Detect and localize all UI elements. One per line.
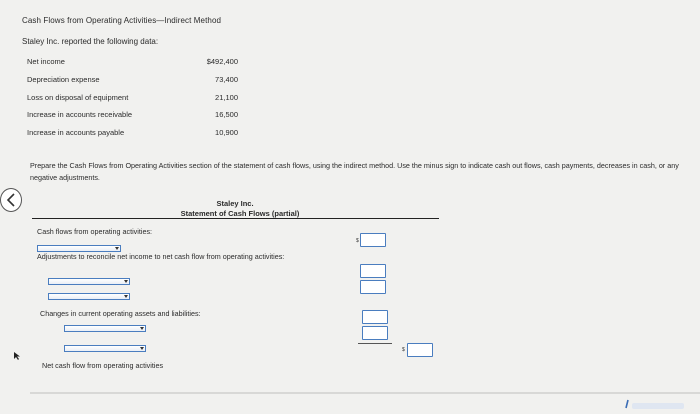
chevron-down-icon xyxy=(140,327,144,330)
adjustments-label: Adjustments to reconcile net income to net cash flow from operating activities: xyxy=(37,252,285,261)
adjustment-1-amount-input[interactable] xyxy=(360,264,386,278)
given-value-loss-disposal: 21,100 xyxy=(215,93,238,102)
adjustment-item-1-dropdown[interactable] xyxy=(48,278,130,285)
net-cash-flow-amount-input[interactable] xyxy=(407,343,433,357)
problem-title: Cash Flows from Operating Activities—Indirect Method xyxy=(22,16,222,25)
dollar-sign: $ xyxy=(356,238,359,244)
given-label-depreciation: Depreciation expense xyxy=(27,75,100,84)
given-value-net-income: $492,400 xyxy=(206,57,238,66)
changes-label: Changes in current operating assets and liabilities: xyxy=(40,309,201,318)
given-value-depreciation: 73,400 xyxy=(215,75,238,84)
net-income-amount-input[interactable] xyxy=(360,233,386,247)
chevron-down-icon xyxy=(115,247,119,250)
chevron-down-icon xyxy=(124,295,128,298)
given-label-loss-disposal: Loss on disposal of equipment xyxy=(27,93,129,102)
given-label-net-income: Net income xyxy=(27,57,65,66)
given-label-increase-ap: Increase in accounts payable xyxy=(27,128,125,137)
change-item-1-dropdown[interactable] xyxy=(64,325,146,332)
given-value-increase-ap: 10,900 xyxy=(215,128,238,137)
statement-company: Staley Inc. xyxy=(216,199,254,208)
change-item-2-dropdown[interactable] xyxy=(64,345,146,352)
chevron-down-icon xyxy=(124,280,128,283)
subtotal-rule xyxy=(358,343,392,344)
given-value-increase-ar: 16,500 xyxy=(215,110,238,119)
statement-header-rule xyxy=(32,218,439,219)
next-button-partial[interactable] xyxy=(620,396,690,408)
adjustment-2-amount-input[interactable] xyxy=(360,280,386,294)
change-1-amount-input[interactable] xyxy=(362,310,388,324)
mouse-pointer xyxy=(13,348,21,366)
net-dollar-sign: $ xyxy=(402,347,405,353)
page-bottom-rule xyxy=(30,392,700,394)
operating-activities-label: Cash flows from operating activities: xyxy=(37,227,153,236)
problem-intro: Staley Inc. reported the following data: xyxy=(22,37,159,46)
cursor-arrow-icon xyxy=(13,351,21,361)
operating-item-dropdown[interactable] xyxy=(37,245,121,252)
net-cash-flow-label: Net cash flow from operating activities xyxy=(42,361,164,370)
statement-title: Statement of Cash Flows (partial) xyxy=(180,209,300,218)
instructions-text: Prepare the Cash Flows from Operating Activities section of the statement of cash flows, using the indirect method. Use the minus sign to indicate cash out flows, cash payments, decreases in cash, or any negative adjustments. xyxy=(30,161,679,182)
change-2-amount-input[interactable] xyxy=(362,326,388,340)
chevron-down-icon xyxy=(140,347,144,350)
given-label-increase-ar: Increase in accounts receivable xyxy=(27,110,133,119)
adjustment-item-2-dropdown[interactable] xyxy=(48,293,130,300)
